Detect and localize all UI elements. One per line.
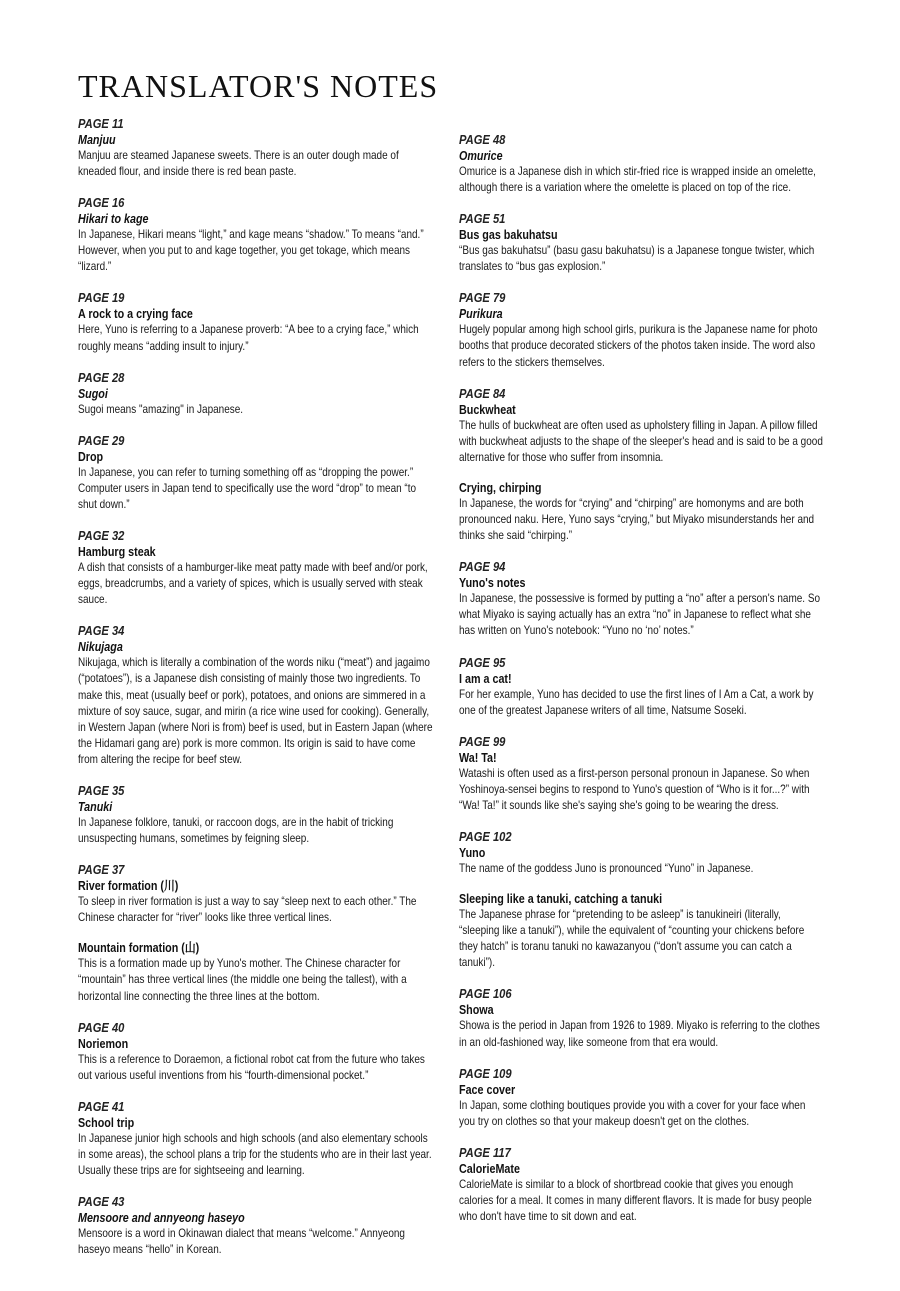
note-entry <box>459 1066 824 1130</box>
note-page-ref: PAGE 94 <box>459 559 506 575</box>
note-page-ref: PAGE 11 <box>78 116 124 131</box>
note-heading: Manjuu <box>78 133 116 147</box>
note-page-ref: PAGE 35 <box>78 782 125 798</box>
note-entry <box>78 528 438 608</box>
note-entry <box>459 559 824 639</box>
note-page-ref: PAGE 43 <box>78 1194 125 1210</box>
note-heading: I am a cat! <box>459 671 512 686</box>
note-body: Sugoi means "amazing" in Japanese. <box>78 402 244 416</box>
note-entry <box>78 370 438 418</box>
note-sub-heading: Crying, chirping <box>459 480 542 495</box>
note-body: In Japanese folklore, tanuki, or raccoon dogs, are in the habit of tricking unsuspecting humans, sometimes by feigning sleep. <box>78 815 394 846</box>
note-body: The name of the goddess Juno is pronounced “Yuno” in Japanese. <box>459 861 754 875</box>
note-page-ref: PAGE 106 <box>459 986 512 1002</box>
note-heading: A rock to a crying face <box>78 307 193 322</box>
note-body: This is a reference to Doraemon, a fictional robot cat from the future who takes out various useful inventions from his “fourth-dimensional pocket.” <box>78 1052 425 1082</box>
note-heading: Hamburg steak <box>78 545 156 560</box>
note-entry <box>78 623 438 768</box>
note-entry <box>78 1020 438 1084</box>
note-body: The hulls of buckwheat are often used as upholstery filling in Japan. A pillow filled with buckwheat adjusts to the shape of the sleeper's head and is said to be a good alternative for those who suffer from insomnia. <box>459 418 823 464</box>
note-heading: Yuno <box>459 845 486 860</box>
note-entry <box>459 1145 824 1225</box>
note-page-ref: PAGE 29 <box>78 432 125 448</box>
note-page-ref: PAGE 48 <box>459 132 506 147</box>
note-entry <box>459 829 824 971</box>
note-page-ref: PAGE 34 <box>78 623 125 639</box>
note-page-ref: PAGE 109 <box>459 1065 512 1081</box>
note-entry <box>78 783 438 847</box>
note-page-ref: PAGE 19 <box>78 290 125 306</box>
note-body: Showa is the period in Japan from 1926 to 1989. Miyako is referring to the clothes in an old-fashioned way, like someone from that era would. <box>459 1019 820 1049</box>
note-heading: CalorieMate <box>459 1161 520 1176</box>
note-body: In Japanese junior high schools and high schools (and also elementary schools in some areas), the school plans a trip for the students who are in their last year. Usually these trips are for sightseeing and learning. <box>78 1131 432 1177</box>
note-heading: Noriemon <box>78 1036 129 1051</box>
note-body: Manjuu are steamed Japanese sweets. There is an outer dough made of kneaded flour, and inside there is red bean paste. <box>78 149 399 179</box>
note-body: CalorieMate is similar to a block of shortbread cookie that gives you enough calories for a meal. It comes in many different flavors. It is made for busy people who don't have time to sit down and eat. <box>459 1177 812 1223</box>
note-entry <box>459 132 824 196</box>
note-page-ref: PAGE 16 <box>78 195 125 211</box>
note-body: “Bus gas bakuhatsu” (basu gasu bakuhatsu) is a Japanese tongue twister, which translates to “bus gas explosion.” <box>459 244 815 274</box>
note-page-ref: PAGE 51 <box>459 211 506 227</box>
note-page-ref: PAGE 28 <box>78 369 125 385</box>
note-entry <box>459 986 824 1050</box>
note-body: Omurice is a Japanese dish in which stir-fried rice is wrapped inside an omelette, although there is a variation where the omelette is placed on top of the rice. <box>459 165 816 195</box>
note-body: Watashi is often used as a first-person personal pronoun in Japanese. So when Yoshinoya-sensei begins to respond to Yuno's question of “Who is it for...?” with “Wa! Ta!” it sounds like she's saying she's going to be wearing the dress. <box>459 766 810 812</box>
note-body: Hugely popular among high school girls, purikura is the Japanese name for photo booths that produce decorated stickers of the photos taken inside. The word also refers to the stickers themselves. <box>459 323 818 369</box>
note-entry <box>459 211 824 275</box>
note-page-ref: PAGE 117 <box>459 1144 511 1160</box>
note-body: To sleep in river formation is just a way to say “sleep next to each other.” The Chinese character for “river” looks like three vertical lines. <box>78 895 417 925</box>
note-page-ref: PAGE 37 <box>78 862 125 878</box>
note-entry <box>78 433 438 513</box>
note-entry <box>78 862 438 1004</box>
note-body: In Japanese, you can refer to turning something off as “dropping the power.” Computer users in Japan tend to specifically use the word “drop” to mean “to shut down.” <box>78 465 417 511</box>
right-column <box>459 132 824 1240</box>
note-page-ref: PAGE 32 <box>78 528 125 544</box>
note-heading: Nikujaga <box>78 640 123 655</box>
note-body: For her example, Yuno has decided to use the first lines of I Am a Cat, a work by one of the greatest Japanese writers of all time, Natsume Soseki. <box>459 687 814 717</box>
note-heading: Showa <box>459 1003 494 1018</box>
note-entry <box>459 386 824 545</box>
note-entry <box>78 1194 438 1258</box>
note-page-ref: PAGE 79 <box>459 290 506 306</box>
note-heading: Yuno's notes <box>459 576 526 591</box>
note-page-ref: PAGE 84 <box>459 385 506 401</box>
note-sub-body: In Japanese, the words for “crying” and “chirping” are homonyms and are both pronounced naku. Here, Yuno says “crying,” but Miyako misunderstands her and thinks she said “chirping.” <box>459 496 815 543</box>
note-body: In Japan, some clothing boutiques provide you with a cover for your face when you try on clothes so that your makeup doesn't get on the clothes. <box>459 1098 806 1128</box>
note-body: A dish that consists of a hamburger-like meat patty made with beef and/or pork, eggs, breadcrumbs, and a variety of spices, which is usually served with steak sauce. <box>78 561 428 607</box>
note-body: In Japanese, the possessive is formed by putting a “no” after a person's name. So what Miyako is saying actually has an extra “no” in Japanese to reflect what she has written on Yuno's notebook: “Yuno no ‘no’ notes.” <box>459 592 821 638</box>
page-title: TRANSLATOR'S NOTES <box>78 68 439 104</box>
note-entry <box>459 734 824 814</box>
note-entry <box>78 1099 438 1179</box>
note-heading: Mensoore and annyeong haseyo <box>78 1211 245 1226</box>
note-page-ref: PAGE 41 <box>78 1098 125 1114</box>
note-heading: School trip <box>78 1115 135 1130</box>
note-entry <box>78 116 438 180</box>
note-entry <box>78 290 438 354</box>
note-heading: Wa! Ta! <box>459 750 497 765</box>
note-entry <box>459 655 824 719</box>
note-page-ref: PAGE 40 <box>78 1019 125 1035</box>
note-body: In Japanese, Hikari means “light,” and kage means “shadow.” To means “and.” However, when you put to and kage together, you get tokage, which means “lizard.” <box>78 228 424 274</box>
note-sub-body: The Japanese phrase for “pretending to be asleep” is tanukineiri (literally, “sleeping like a tanuki”), while the equivalent of “counting your chickens before they hatch” is toranu tanuki no kawazanyou (“don't assume you can catch a tanuki”). <box>459 908 805 970</box>
note-heading: Drop <box>78 449 104 464</box>
note-heading: Hikari to kage <box>78 212 149 227</box>
note-heading: Omurice <box>459 149 503 163</box>
note-page-ref: PAGE 95 <box>459 654 506 670</box>
note-sub-heading: Sleeping like a tanuki, catching a tanuki <box>459 892 663 907</box>
note-entry <box>459 290 824 370</box>
note-heading: Purikura <box>459 307 503 322</box>
note-heading: Face cover <box>459 1082 516 1097</box>
note-sub-body: This is a formation made up by Yuno's mother. The Chinese character for “mountain” has three vertical lines (the middle one being the tallest), with a horizontal line connecting the three lines at the bottom. <box>78 957 407 1003</box>
left-column <box>78 116 438 1273</box>
note-body: Nikujaga, which is literally a combination of the words niku (“meat”) and jagaimo (“potatoes”), is a Japanese dish consisting of mainly those two ingredients. To make this, meat (usually beef or pork), potatoes, and onions are simmered in a mixture of soy sauce, sugar, and mirin (a rice wine used for cooking). Generally, in Western Japan (where Nori is from) beef is used, but in Eastern Japan (where the Hidamari gang are) pork is more common. Its origin is said to have come from altering the recipe for beef stew. <box>78 656 433 766</box>
note-heading: Bus gas bakuhatsu <box>459 228 558 243</box>
note-heading: Sugoi <box>78 386 108 401</box>
note-entry <box>78 195 438 275</box>
note-page-ref: PAGE 102 <box>459 828 512 844</box>
note-heading: Buckwheat <box>459 402 516 417</box>
note-body: Mensoore is a word in Okinawan dialect that means “welcome.” Annyeong haseyo means “hello” in Korean. <box>78 1227 405 1257</box>
note-heading: Tanuki <box>78 799 113 814</box>
note-heading: River formation (川) <box>78 879 179 894</box>
note-body: Here, Yuno is referring to a Japanese proverb: “A bee to a crying face,” which roughly means “adding insult to injury.” <box>78 323 419 353</box>
note-sub-heading: Mountain formation (山) <box>78 941 200 956</box>
note-page-ref: PAGE 99 <box>459 733 506 749</box>
